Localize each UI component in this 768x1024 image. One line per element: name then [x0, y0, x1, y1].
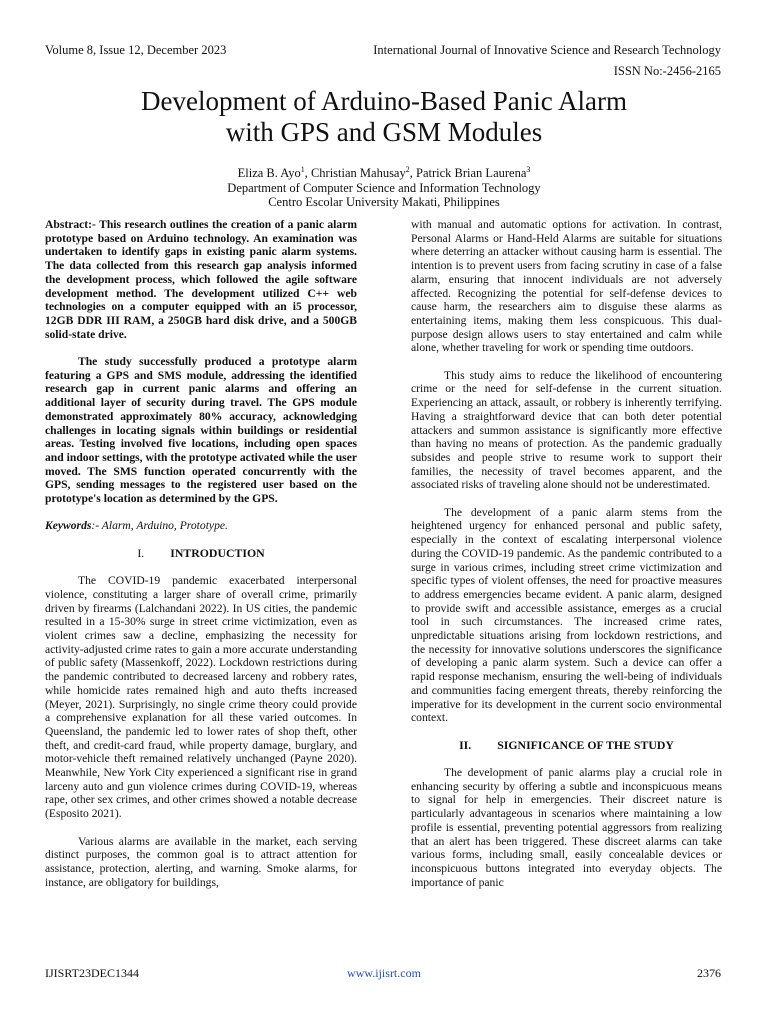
author-2-affil: 2	[405, 165, 410, 174]
university: Centro Escolar University Makati, Philippines	[268, 195, 500, 210]
keywords-label: Keywords	[45, 519, 92, 533]
running-header-volume: Volume 8, Issue 12, December 2023	[45, 43, 227, 57]
keywords	[45, 519, 357, 533]
author-3-affil: 3	[526, 165, 531, 174]
intro-paragraph-4: The development of a panic alarm stems from the heightened urgency for enhanced personal and public safety, especially in the context of escalating interpersonal violence during the COVID-19 pandemic. As the pandemic contributed to a surge in various crimes, including street crime victimization and specific types of violent offenses, the need for proactive measures to address emergencies became evident. A panic alarm, designed to provide swift and accessible assistance, emerges as a crucial tool in such circumstances. The increased crime rates, unpredictable situations arising from lockdown restrictions, and the necessity for innovative solutions underscores the significance of developing a panic alarm system. Such a device can offer a rapid response mechanism, ensuring the well-being of individuals and communities facing emergent threats, thereby reinforcing the imperative for its development in the current socio environmental context.	[411, 505, 722, 725]
right-column	[411, 218, 722, 889]
author-2: Christian Mahusay	[310, 166, 406, 181]
author-block	[40, 163, 728, 210]
intro-paragraph-3: This study aims to reduce the likelihood of encountering crime or the need for self-defense in the current situation. Experiencing an attack, assault, or robbery is inherently terrifying. Having a straightforward device that can both deter potential attackers and summon assistance is significantly more effective than having no means of protection. As the pandemic gradually subsides and people strive to resume work to support their families, the necessity of travel becomes apparent, and the associated risks of traveling alone should not be underestimated.	[411, 368, 722, 492]
section-heading-introduction: I. INTRODUCTION	[137, 545, 265, 560]
intro-paragraph-2-continued: with manual and automatic options for activation. In contrast, Personal Alarms or Hand-Held Alarms are suitable for situations where deterring an attacker without causing harm is essential. The intention is to prevent users from facing scrutiny in case of a false alarm, ensuring that innocent individuals are not adversely affected. Recognizing the potential for self-defense devices to cause harm, the researchers aim to disguise these alarms as entertaining items, making them less conspicuous. This dual-purpose design allows users to stay entertained and calm while alone, whether traveling for work or spending time outdoors.	[411, 218, 722, 355]
page-number: 2376	[697, 966, 721, 980]
left-column	[45, 218, 357, 889]
intro-paragraph-2: Various alarms are available in the market, each serving distinct purposes, the common goal is to attract attention for assistance, protection, alerting, and warning. Smoke alarms, for instance, are obligatory for buildings,	[45, 834, 357, 889]
abstract-paragraph-2: The study successfully produced a prototype alarm featuring a GPS and SMS module, addressing the identified research gap in current panic alarms and offering an additional layer of security during travel. The GPS module demonstrated approximately 80% accuracy, acknowledging challenges in locating signals within buildings or residential areas. Testing involved five locations, including open spaces and indoor settings, with the prototype activated while the user moved. The SMS function operated concurrently with the GPS, sending messages to the registered user based on the prototype's location as determined by the GPS.	[45, 355, 357, 506]
author-3: Patrick Brian Laurena	[416, 166, 527, 181]
running-header-journal: International Journal of Innovative Science and Research Technology	[373, 43, 721, 57]
section-heading-significance: II. SIGNIFICANCE OF THE STUDY	[459, 737, 674, 752]
author-1-affil: 1	[300, 165, 305, 174]
issn: ISSN No:-2456-2165	[613, 64, 721, 78]
website-link[interactable]: www.ijisrt.com	[347, 966, 421, 980]
paper-title-line1: Development of Arduino-Based Panic Alarm	[141, 86, 627, 116]
intro-paragraph-1: The COVID-19 pandemic exacerbated interpersonal violence, constituting a larger share of overall crime, primarily driven by firearms (Lalchandani 2022). In US cities, the pandemic resulted in a 15-30% surge in street crime victimization, even as violent crimes saw a decline, emphasizing the necessity for activity-adjusted crime rates to gain a more accurate understanding of public safety (Massenkoff, 2022). Lockdown restrictions during the pandemic contributed to decreased larceny and robbery rates, while homicide rates remained high and auto thefts increased (Meyer, 2021). Surprisingly, no single crime theory could provide a comprehensive explanation for all these varied outcomes. In Queensland, the pandemic led to lower rates of shop theft, other theft, and credit-card fraud, while property damage, burglary, and motor-vehicle theft remained relatively unchanged (Payne 2020). Meanwhile, New York City experienced a significant rise in grand larceny auto and gun violence crimes during COVID-19, whereas rape, other sex crimes, and other crimes showed a notable decrease (Esposito 2021).	[45, 574, 357, 821]
footer-article-id: IJISRT23DEC1344	[45, 966, 139, 980]
keywords-text: :- Alarm, Arduino, Prototype.	[91, 519, 228, 533]
author-1: Eliza B. Ayo	[237, 166, 301, 181]
author-names: Eliza B. Ayo$^1$, Christian Mahusay$^2$, Patrick Brian Laurena$^3$	[237, 165, 531, 181]
significance-paragraph-1: The development of panic alarms play a crucial role in enhancing security by offering a subtle and inconspicuous means to signal for help in emergencies. Their discreet nature is particularly advantageous in scenarios where maintaining a low profile is essential, preventing potential aggressors from realizing that an alert has been triggered. These discreet alarms can take various forms, including small, easily concealable devices or inconspicuous buttons integrated into everyday objects. The importance of panic	[411, 766, 722, 889]
footer-website-link	[0, 966, 768, 981]
paper-title	[40, 86, 728, 148]
paper-title-line2: with GPS and GSM Modules	[225, 117, 543, 147]
abstract-paragraph-1: Abstract:- This research outlines the creation of a panic alarm prototype based on Arduino technology. An examination was undertaken to identify gaps in existing panic alarm systems. The data collected from this research gap analysis informed the development process, which followed the agile software development method. The development utilized C++ web technologies on a computer equipped with an i5 processor, 12GB DDR III RAM, a 250GB hard disk drive, and a 500GB solid-state drive.	[45, 218, 357, 341]
abstract-label: Abstract:-	[45, 218, 96, 231]
department: Department of Computer Science and Information Technology	[227, 180, 541, 195]
